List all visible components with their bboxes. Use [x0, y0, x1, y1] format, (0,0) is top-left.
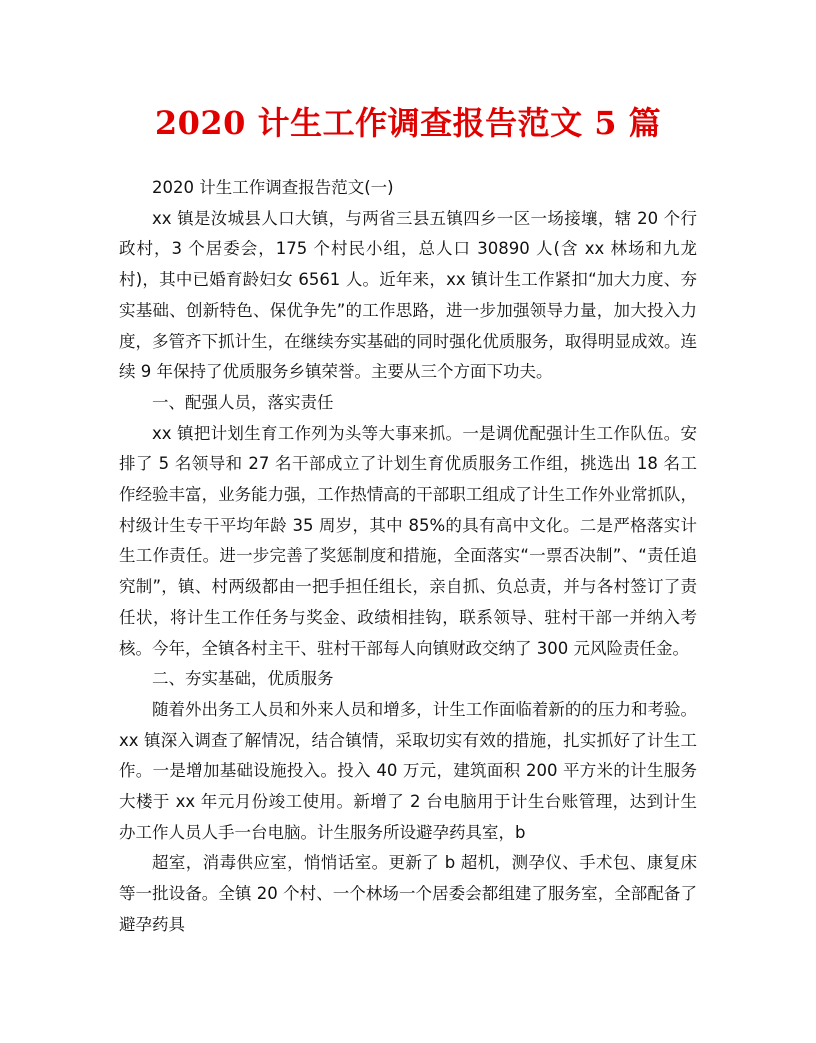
- document-title: 2020 计生工作调查报告范文 5 篇: [154, 104, 662, 142]
- section-subtitle: 2020 计生工作调查报告范文(一): [152, 178, 394, 197]
- paragraph-section-2-continued: 超室，消毒供应室，悄悄话室。更新了 b 超机，测孕仪、手术包、康复床等一批设备。全镇 20 个村、一个林场一个居委会都组建了服务室，全部配备了避孕药具: [119, 853, 697, 934]
- paragraph-section-2: 随着外出务工人员和外来人员和增多，计生工作面临着新的的压力和考验。xx 镇深入调查了解情况，结合镇情，采取切实有效的措施，扎实抓好了计生工作。一是增加基础设施投入。投入 40 万元，建筑面积 200 平方米的计生服务大楼于 xx 年元月份竣工使用。新增了 2 台电脑用于计生台账管理，达到计生办工作人员人手一台电脑。计生服务所设避孕药具室，b: [119, 699, 697, 842]
- section-heading-2: 二、夯实基础，优质服务: [152, 669, 334, 689]
- section-heading-1: 一、配强人员，落实责任: [152, 392, 334, 412]
- paragraph-intro: xx 镇是汝城县人口大镇，与两省三县五镇四乡一区一场接壤，辖 20 个行政村，3 个居委会，175 个村民小组，总人口 30890 人(含 xx 林场和九龙村)，其中已婚育龄妇女 6561 人。近年来，xx 镇计生工作紧扣“加大力度、夯实基础、创新特色、保优争先”的工作思路，进一步加强领导力量，加大投入力度，多管齐下抓计生，在继续夯实基础的同时强化优质服务，取得明显成效。连续 9 年保持了优质服务乡镇荣誉。主要从三个方面下功夫。: [119, 208, 697, 382]
- document-body: [119, 173, 697, 941]
- paragraph-section-1: xx 镇把计划生育工作列为头等大事来抓。一是调优配强计生工作队伍。安排了 5 名领导和 27 名干部成立了计划生育优质服务工作组，挑选出 18 名工作经验丰富，业务能力强，工作热情高的干部职工组成了计生工作外业常抓队，村级计生专干平均年龄 35 周岁，其中 85%的具有高中文化。二是严格落实计生工作责任。进一步完善了奖惩制度和措施，全面落实“一票否决制”、“责任追究制”，镇、村两级都由一把手担任组长，亲自抓、负总责，并与各村签订了责任状，将计生工作任务与奖金、政绩相挂钩，联系领导、驻村干部一并纳入考核。今年，全镇各村主干、驻村干部每人向镇财政交纳了 300 元风险责任金。: [119, 423, 697, 658]
